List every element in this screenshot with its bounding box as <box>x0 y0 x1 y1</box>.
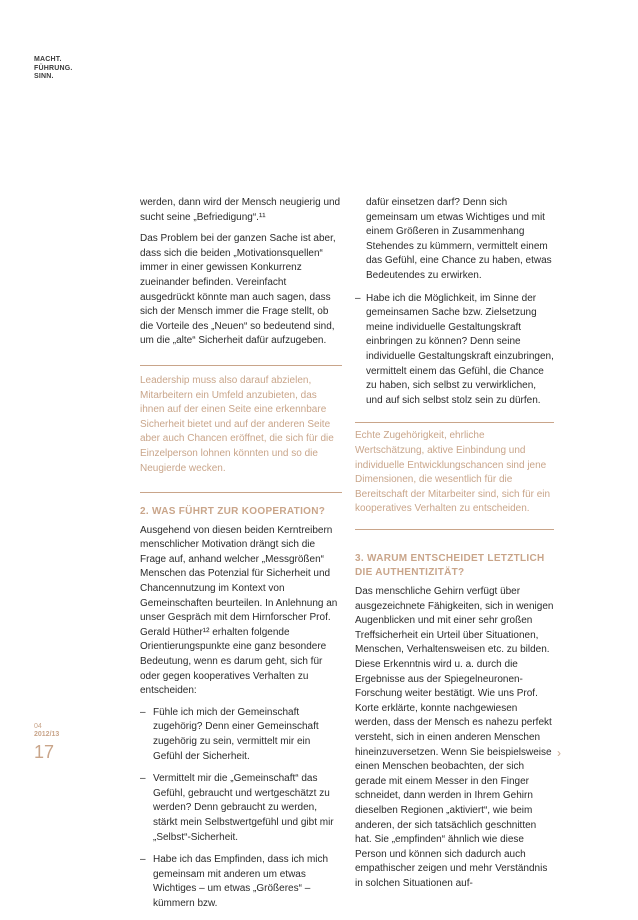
list-item-text: dafür einsetzen darf? Denn sich gemeinsam um etwas Wichtiges und mit einem Größeren in Zusammenhang Stehendes zu kümmern, vermittelt einem das Gefühl, eine Chance zu haben, etwas Bedeutendes zu erwirken. <box>366 197 552 281</box>
list-item-text: Habe ich die Möglichkeit, im Sinne der gemeinsamen Sache bzw. Zielsetzung meine individuelle Gestaltungskraft einbringen zu können? Denn seine individuelle Gestaltungskraft einzubringen, vermittelt einem das Gefühl, die Chance zu haben, sich selbst zu verwirklichen, und auf sich selbst stolz sein zu dürfen. <box>366 292 554 406</box>
left-paragraph-3: Ausgehend von diesen beiden Kerntreibern menschlicher Motivation drängt sich die Frage auf, anhand welcher „Messgrößen“ Menschen das Potenzial für Sicherheit und Chancennutzung im Kontext von Gemeinschaften beurteilen. In Anlehnung an unser Gespräch mit dem Hirnforscher Prof. Gerald Hüther¹² erhalten folgende Orientierungspunkte eine ganz besondere Bedeutung, wenn es darum geht, sich für oder gegen kooperatives Verhalten zu entscheiden: <box>140 524 338 697</box>
list-item <box>140 706 342 764</box>
right-paragraph-4: Das menschliche Gehirn verfügt über ausgezeichnete Fähigkeiten, sich in wenigen Augenblicken und mit einer sehr großen Treffsicherheit ein Urteil über Situationen, Menschen, Verhaltensweisen etc. zu bilden. Diese Erkenntnis wird u. a. durch die Ergebnisse aus der Spiegelneuronen-Forschung weiter bestätigt. Wie uns Prof. Korte erklärte, konnte nachgewiesen werden, dass der Mensch es nahezu perfekt versteht, sich in einen anderen Menschen hineinzuversetzen. Wenn Sie beispielsweise einen Menschen beobachten, der sich gerade mit einem Messer in den Finger schneidet, dann werden in Ihrem Gehirn dieselben Regionen „aktiviert“, wie beim anderen, der sich tatsächlich geschnitten hat. Sie „empfinden“ ähnlich wie diese Person und können sich dadurch auch empathischer zeigen und mehr Verständnis in solchen Situationen auf- <box>355 586 554 889</box>
right-continued-list <box>355 196 554 408</box>
left-paragraph-1: werden, dann wird der Mensch neugierig und sucht seine „Befriedigung“.¹¹ <box>140 197 341 223</box>
page-number: 17 <box>34 742 55 762</box>
page-footer <box>34 723 59 762</box>
issue-number: 04 <box>34 723 42 730</box>
issue-year: 2012/13 <box>34 731 60 738</box>
dash-bullet: – <box>140 773 146 785</box>
list-item-text: Vermittelt mir die „Gemeinschaft“ das Gefühl, gebraucht und wertgeschätzt zu werden? Denn gebraucht zu werden, stärkt mein Selbstwertgefühl und gibt mir „Selbst“-Sicherheit. <box>153 773 334 843</box>
dash-bullet: – <box>355 292 361 304</box>
next-page-arrow-icon[interactable]: › <box>557 746 561 760</box>
left-column <box>140 196 342 920</box>
pull-quote-leadership: Leadership muss also darauf abzielen, Mitarbeitern ein Umfeld anzubieten, das ihnen auf der einen Seite eine erkennbare Sicherheit bietet und auf der anderen Seite aber auch Chancen eröffnet, die sich für die Einzelperson lohnen könnten und so die Neugierde wecken. <box>140 365 342 493</box>
list-item-text: Fühle ich mich der Gemeinschaft zugehörig? Denn einer Gemeinschaft zugehörig zu sein, vermittelt mir ein Gefühl der Sicherheit. <box>153 706 319 762</box>
list-item <box>140 853 342 911</box>
right-column <box>355 196 554 899</box>
brand-line-3: SINN. <box>34 73 54 80</box>
brand-line-2: FÜHRUNG. <box>34 64 73 72</box>
brand-logo <box>34 56 73 82</box>
section-heading-3: 3. WARUM ENTSCHEIDET LETZTLICH DIE AUTHENTIZITÄT? <box>355 552 545 579</box>
brand-line-1: MACHT. <box>34 56 62 63</box>
list-item-text: Habe ich das Empfinden, dass ich mich gemeinsam mit anderen um etwas Wichtiges – um etwas „Größeres“ – kümmern bzw. <box>153 854 329 909</box>
dash-bullet: – <box>140 706 146 718</box>
left-paragraph-2: Das Problem bei der ganzen Sache ist aber, dass sich die beiden „Motivationsquellen“ immer in einer gewissen Konkurrenz zueinander befinden. Vereinfacht ausgedrückt könnte man auch sagen, dass sich der Mensch immer die Frage stellt, ob die Vorteile des „Neuen“ so bedeutend sind, um die „alte“ Sicherheit dafür aufzugeben. <box>140 233 336 347</box>
section-heading-2: 2. WAS FÜHRT ZUR KOOPERATION? <box>140 506 326 518</box>
dash-bullet: – <box>140 854 146 866</box>
list-item <box>355 292 554 409</box>
pull-quote-belonging: Echte Zugehörigkeit, ehrliche Wertschätzung, aktive Einbindung und individuelle Entwicklungschancen sind jene Dimensionen, die wesentlich für die Bereitschaft der Mitarbeiter sind, sich für ein kooperatives Verhalten zu entscheiden. <box>355 422 554 530</box>
list-item-continued <box>355 196 554 284</box>
